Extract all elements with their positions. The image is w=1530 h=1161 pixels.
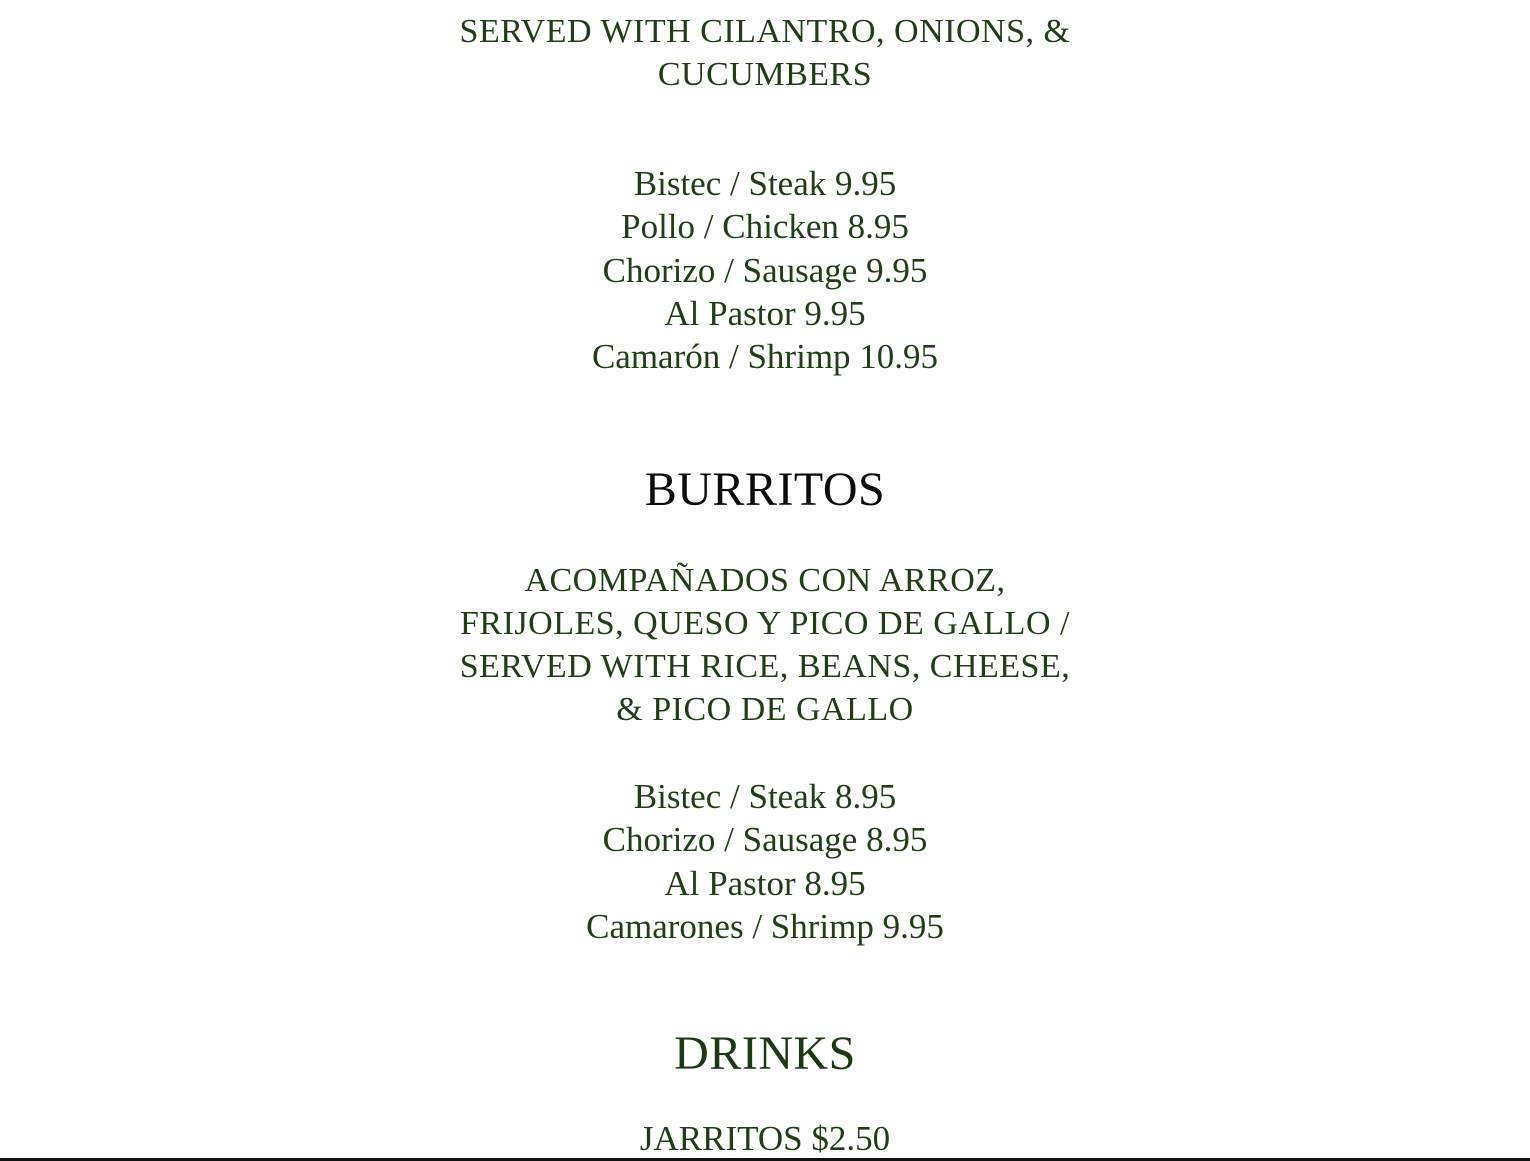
burritos-item: Camarones / Shrimp 9.95 <box>586 906 944 946</box>
tacos-description-line: CUCUMBERS <box>657 56 873 93</box>
burritos-item: Bistec / Steak 8.95 <box>633 777 897 816</box>
drinks-item-list <box>0 1117 1530 1160</box>
tacos-item-list <box>0 162 1530 378</box>
drinks-item: JARRITOS $2.50 <box>639 1119 891 1158</box>
tacos-item: Camarón / Shrimp 10.95 <box>591 337 939 377</box>
burritos-item: Al Pastor 8.95 <box>664 863 866 903</box>
burritos-item-list <box>0 775 1530 948</box>
tacos-item: Al Pastor 9.95 <box>664 293 866 333</box>
burritos-description-line: ACOMPAÑADOS CON ARROZ, <box>524 562 1006 599</box>
burritos-description-line: FRIJOLES, QUESO Y PICO DE GALLO / <box>460 605 1070 642</box>
tacos-item: Pollo / Chicken 8.95 <box>621 207 909 247</box>
burritos-description-line: SERVED WITH RICE, BEANS, CHEESE, <box>459 648 1071 685</box>
tacos-description-line: SERVED WITH CILANTRO, ONIONS, & <box>459 13 1071 50</box>
burritos-description-line: & PICO DE GALLO <box>616 691 914 728</box>
burritos-description <box>0 559 1530 731</box>
drinks-heading: DRINKS <box>674 1027 856 1080</box>
tacos-item: Bistec / Steak 9.95 <box>633 164 897 203</box>
tacos-description <box>0 10 1530 96</box>
burritos-heading: BURRITOS <box>644 463 886 516</box>
tacos-item: Chorizo / Sausage 9.95 <box>602 250 928 290</box>
burritos-item: Chorizo / Sausage 8.95 <box>602 820 928 860</box>
